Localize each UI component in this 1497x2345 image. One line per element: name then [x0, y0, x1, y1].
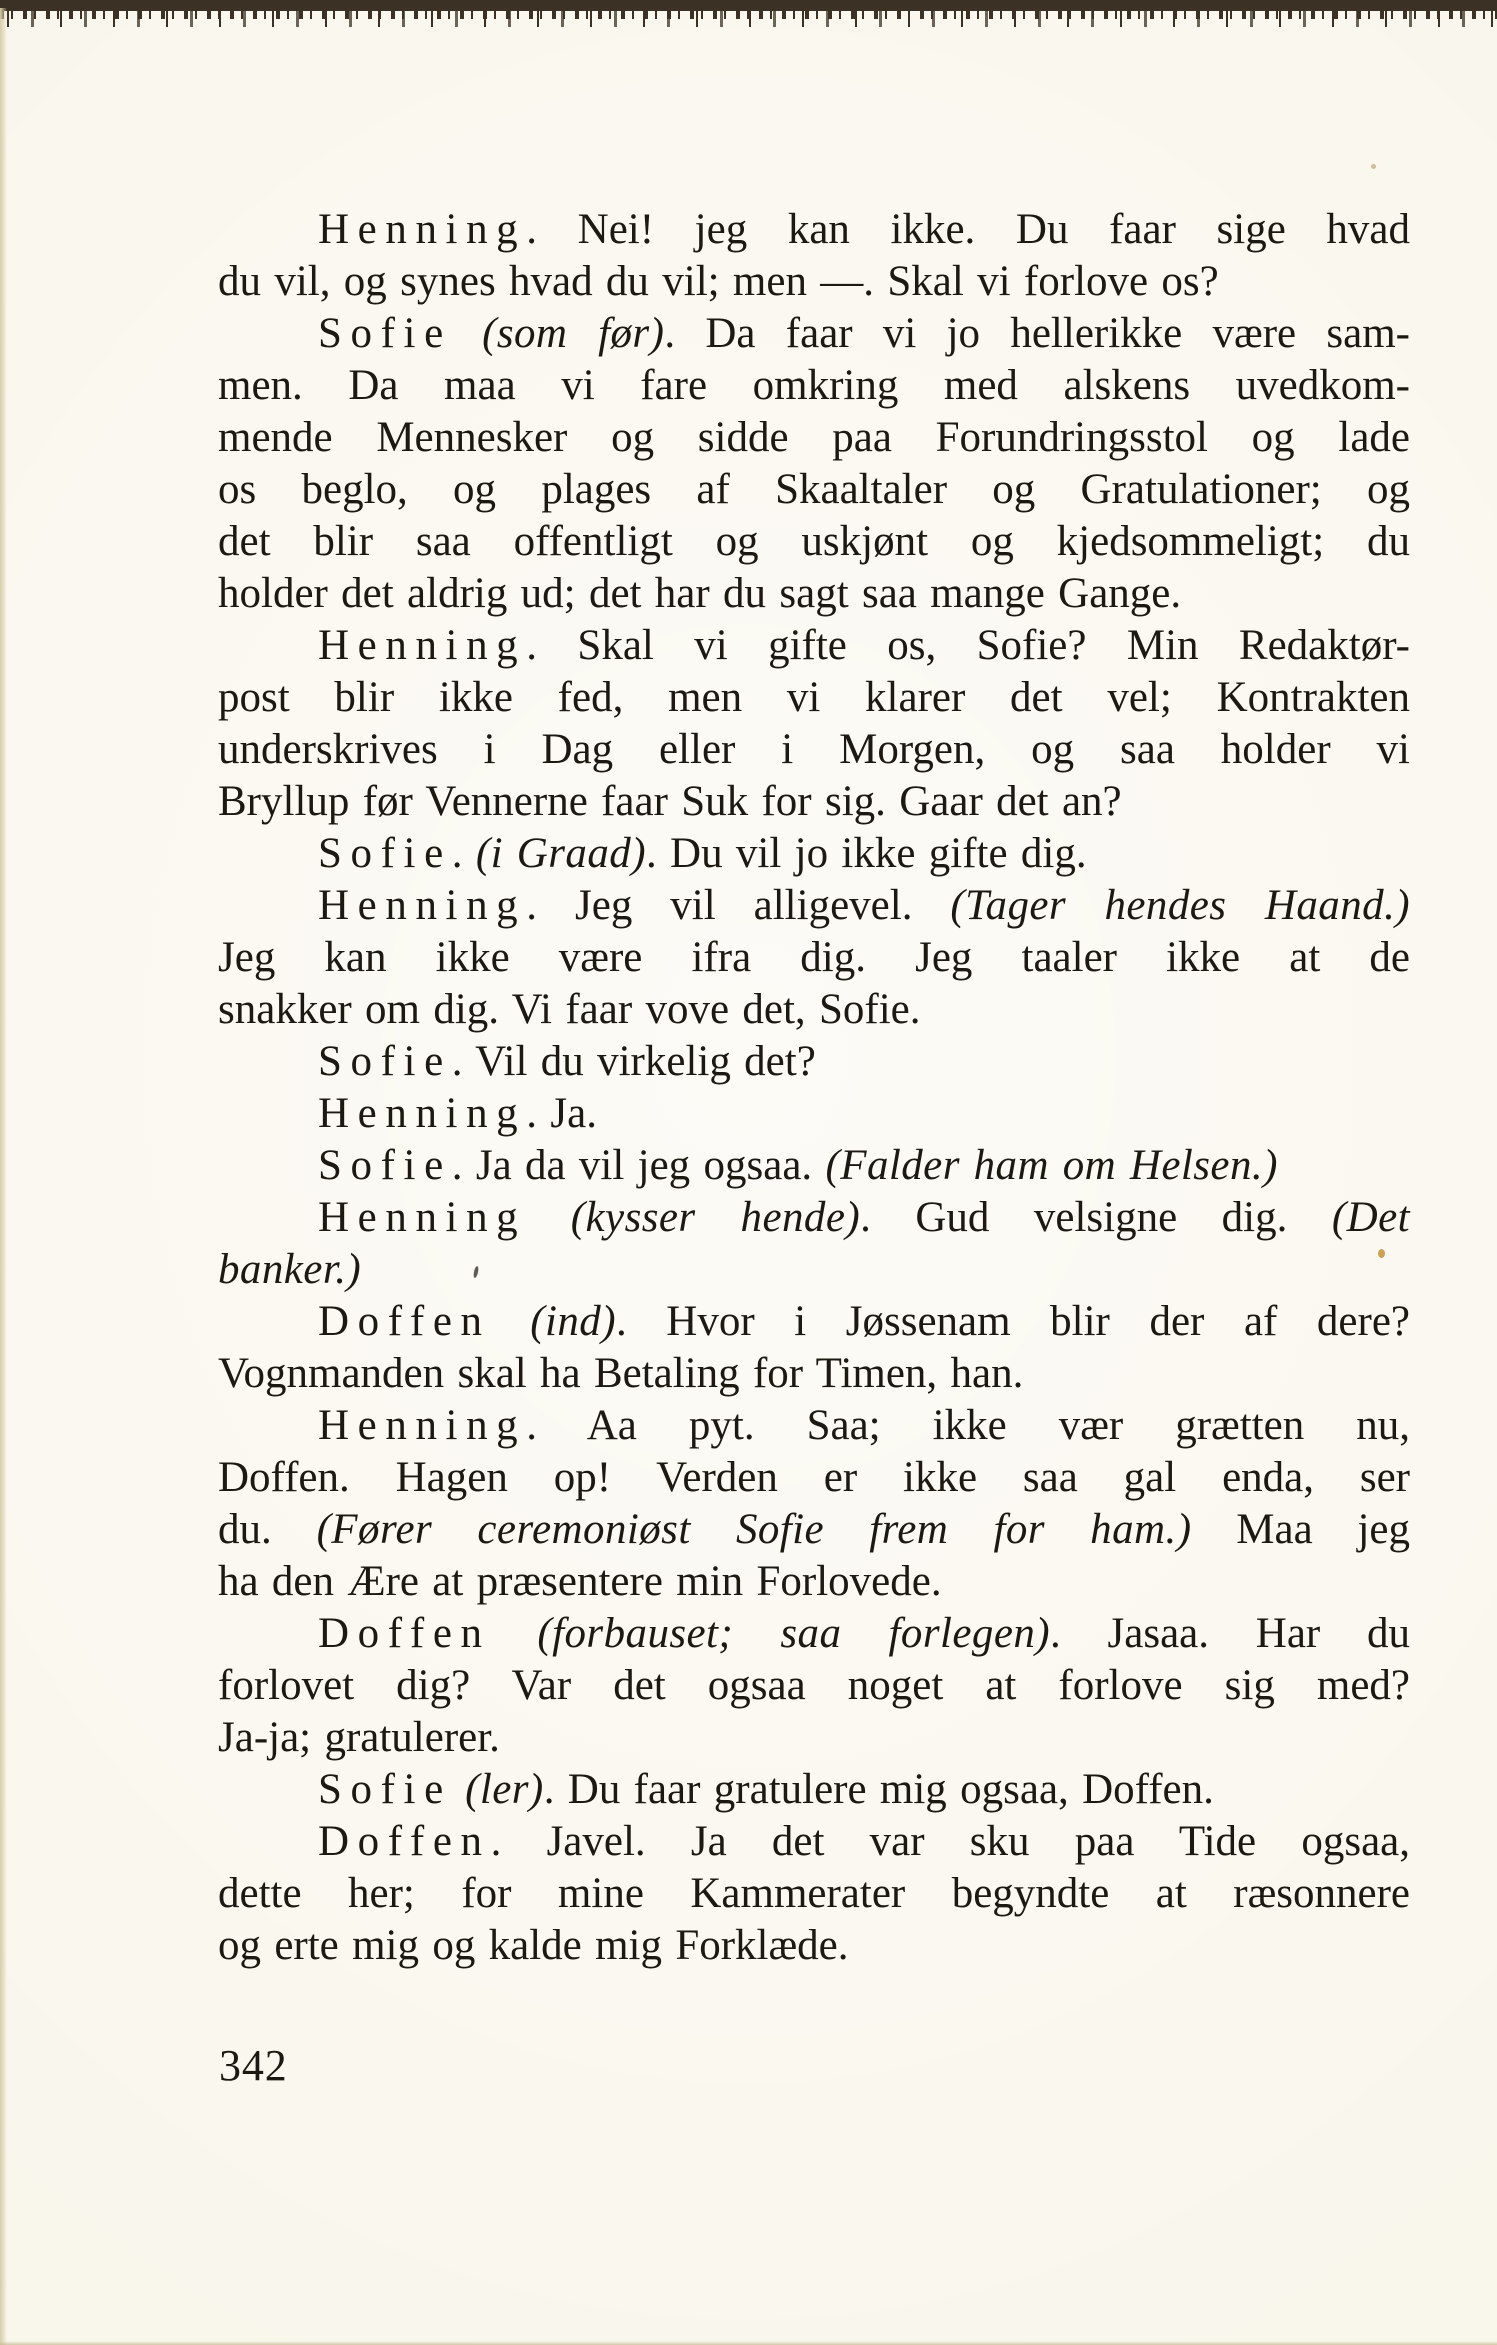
dialogue-text: . Jeg vil alligevel. — [526, 882, 951, 929]
dialogue-text: Doffen. Hagen op! Verden er ikke saa gal enda, ser — [218, 1454, 1410, 1501]
dialogue-text — [491, 1610, 538, 1657]
text-line — [218, 360, 1410, 412]
stage-direction: (kysser hende) — [570, 1194, 861, 1241]
dialogue-text: Maa jeg — [1191, 1506, 1410, 1553]
dialogue-text: og erte mig og kalde mig Forklæde. — [218, 1922, 849, 1969]
dialogue-text: det blir saa offentligt og uskjønt og kjedsommeligt; du — [218, 518, 1410, 565]
text-line — [218, 204, 1410, 256]
text-line — [218, 724, 1410, 776]
stage-direction: (ler) — [465, 1766, 544, 1813]
dialogue-text: forlovet dig? Var det ogsaa noget at forlove sig med? — [218, 1662, 1410, 1709]
dialogue-text: os beglo, og plages af Skaaltaler og Gratulationer; og — [218, 466, 1410, 513]
speaker-name: Sofie — [318, 1038, 452, 1085]
text-line — [218, 1764, 1410, 1816]
dialogue-text: . Ja. — [526, 1090, 597, 1137]
stage-direction: (Fører ceremoniøst Sofie frem for ham.) — [316, 1506, 1192, 1553]
dialogue-text: . Ja da vil jeg ogsaa. — [451, 1142, 826, 1189]
page-number: 342 — [219, 2041, 288, 2090]
dialogue-text: . Skal vi gifte os, Sofie? Min Redaktør- — [526, 622, 1410, 669]
speaker-name: Henning — [318, 1402, 527, 1449]
text-line — [218, 1712, 1410, 1764]
stage-direction: (Det — [1331, 1194, 1410, 1241]
text-line — [218, 1556, 1410, 1608]
text-line — [218, 828, 1410, 880]
speaker-name: Henning — [318, 1090, 527, 1137]
speaker-name: Sofie — [318, 1142, 452, 1189]
text-line — [218, 984, 1410, 1036]
speaker-name: Sofie — [318, 830, 452, 877]
speaker-name: Henning — [318, 622, 527, 669]
text-line — [218, 1920, 1410, 1972]
text-line — [218, 620, 1410, 672]
dialogue-text: . Hvor i Jøssenam blir der af dere? — [615, 1298, 1410, 1345]
dialogue-text: dette her; for mine Kammerater begyndte at ræsonnere — [218, 1870, 1410, 1917]
text-line — [218, 1400, 1410, 1452]
text-line — [218, 1192, 1410, 1244]
stage-direction: banker.) — [218, 1246, 362, 1293]
text-line — [218, 1452, 1410, 1504]
dialogue-text: . Da faar vi jo hellerikke være sam- — [664, 310, 1410, 357]
text-line — [218, 568, 1410, 620]
stage-direction: (som før) — [482, 310, 665, 357]
scan-bottom-edge — [0, 2341, 1497, 2345]
dialogue-text: . Du faar gratulere mig ogsaa, Doffen. — [543, 1766, 1214, 1813]
speaker-name: Sofie — [318, 1766, 452, 1813]
dialogue-text: . Gud velsigne dig. — [860, 1194, 1332, 1241]
text-line — [218, 1036, 1410, 1088]
text-line — [218, 256, 1410, 308]
stage-direction: (ind) — [530, 1298, 616, 1345]
dialogue-text: . Vil du virkelig det? — [451, 1038, 816, 1085]
stage-direction: (Tager hendes Haand.) — [950, 882, 1410, 929]
dialogue-text: . Javel. Ja det var sku paa Tide ogsaa, — [490, 1818, 1410, 1865]
text-line — [218, 672, 1410, 724]
dialogue-text: . Jasaa. Har du — [1050, 1610, 1410, 1657]
speaker-name: Doffen — [318, 1610, 491, 1657]
dialogue-text: Ja-ja; gratulerer. — [218, 1714, 500, 1761]
dialogue-text: . Nei! jeg kan ikke. Du faar sige hvad — [526, 206, 1410, 253]
speaker-name: Henning — [318, 1194, 527, 1241]
dialogue-text: ha den Ære at præsentere min Forlovede. — [218, 1558, 942, 1605]
text-line — [218, 464, 1410, 516]
text-line — [218, 1660, 1410, 1712]
text-line — [218, 1608, 1410, 1660]
text-line — [218, 1088, 1410, 1140]
dialogue-text: du vil, og synes hvad du vil; men —. Skal vi forlove os? — [218, 258, 1219, 305]
text-line — [218, 1504, 1410, 1556]
text-line — [218, 1244, 1410, 1296]
scan-left-edge — [0, 8, 7, 2345]
stage-direction: (forbauset; saa forlegen) — [537, 1610, 1051, 1657]
speaker-name: Henning — [318, 882, 527, 929]
text-line — [218, 776, 1410, 828]
dialogue-text — [526, 1194, 571, 1241]
scan-speck — [1371, 164, 1376, 169]
text-line — [218, 1348, 1410, 1400]
dialogue-text: snakker om dig. Vi faar vove det, Sofie. — [218, 986, 921, 1033]
dialogue-text: underskrives i Dag eller i Morgen, og saa holder vi — [218, 726, 1410, 773]
dialogue-text: Bryllup før Vennerne faar Suk for sig. Gaar det an? — [218, 778, 1122, 825]
text-line — [218, 880, 1410, 932]
scan-top-edge — [0, 0, 1497, 34]
dialogue-text — [452, 1766, 465, 1813]
text-line — [218, 308, 1410, 360]
dialogue-text: . Du vil jo ikke gifte dig. — [645, 830, 1087, 877]
dialogue-text: du. — [218, 1506, 317, 1553]
text-line — [218, 516, 1410, 568]
text-line — [218, 412, 1410, 464]
text-line — [218, 1868, 1410, 1920]
text-block — [218, 204, 1410, 1972]
dialogue-text: . Aa pyt. Saa; ikke vær grætten nu, — [526, 1402, 1410, 1449]
text-line — [218, 932, 1410, 984]
dialogue-text: holder det aldrig ud; det har du sagt saa mange Gange. — [218, 570, 1182, 617]
dialogue-text: . — [451, 830, 476, 877]
text-line — [218, 1296, 1410, 1348]
stage-direction: (Falder ham om Helsen.) — [825, 1142, 1278, 1189]
dialogue-text: Jeg kan ikke være ifra dig. Jeg taaler ikke at de — [218, 934, 1410, 981]
text-line — [218, 1140, 1410, 1192]
speaker-name: Doffen — [318, 1818, 491, 1865]
speaker-name: Henning — [318, 206, 527, 253]
dialogue-text: Vognmanden skal ha Betaling for Timen, han. — [218, 1350, 1024, 1397]
stage-direction: (i Graad) — [475, 830, 646, 877]
dialogue-text — [452, 310, 482, 357]
dialogue-text: men. Da maa vi fare omkring med alskens uvedkom- — [218, 362, 1410, 409]
speaker-name: Sofie — [318, 310, 452, 357]
dialogue-text: post blir ikke fed, men vi klarer det vel; Kontrakten — [218, 674, 1410, 721]
text-line — [218, 1816, 1410, 1868]
dialogue-text — [491, 1298, 531, 1345]
dialogue-text: mende Mennesker og sidde paa Forundringsstol og lade — [218, 414, 1410, 461]
speaker-name: Doffen — [318, 1298, 491, 1345]
